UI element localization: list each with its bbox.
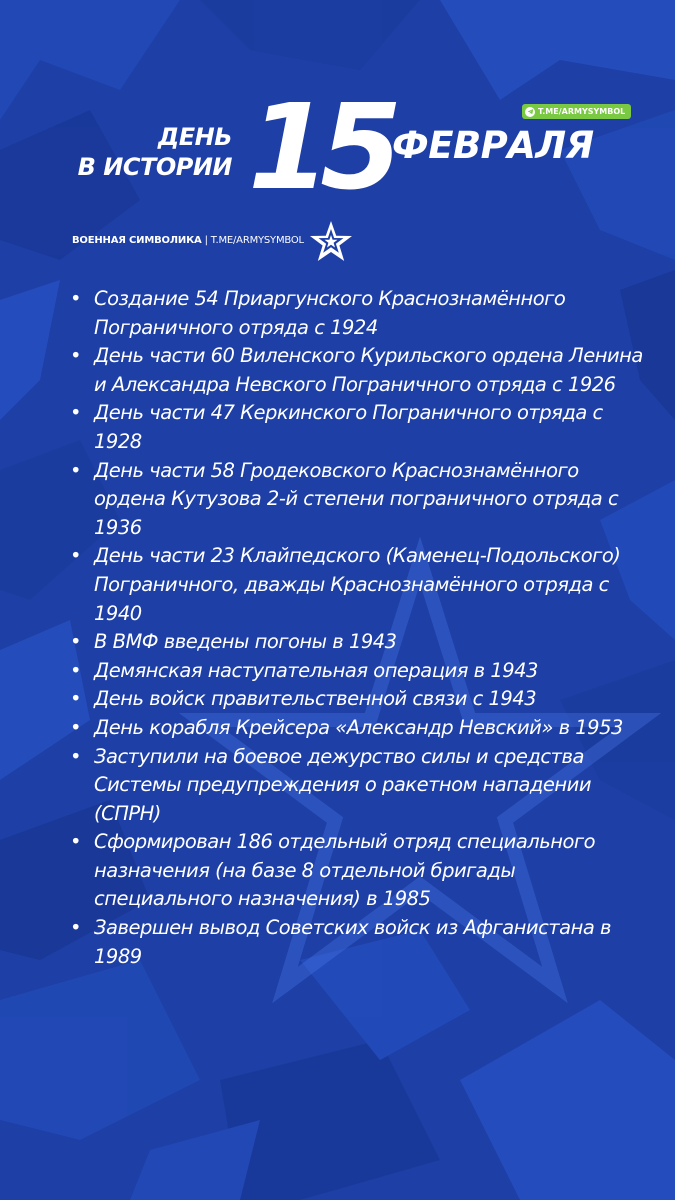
list-item: • Демянская наступательная операция в 1943 <box>70 657 655 686</box>
list-item: • Заступили на боевое дежурство силы и средства Системы предупреждения о ракетном нападении (СПРН) <box>70 743 655 829</box>
list-item: • Создание 54 Приаргунского Краснознамённого Пограничного отряда с 1924 <box>70 285 655 342</box>
list-item: • День части 58 Гродековского Краснознамённого ордена Кутузова 2-й степени пограничного отряда с 1936 <box>70 457 655 543</box>
day-in-history-label <box>60 122 232 182</box>
channel-badge[interactable] <box>522 104 631 119</box>
day-label-line1: ДЕНЬ <box>157 123 232 151</box>
list-item: • В ВМФ введены погоны в 1943 <box>70 628 655 657</box>
brand-line <box>72 235 304 246</box>
brand-name: ВОЕННАЯ СИМВОЛИКА <box>72 235 202 246</box>
list-item: • День части 47 Керкинского Пограничного отряда с 1928 <box>70 399 655 456</box>
events-list <box>70 285 655 971</box>
month-label: ФЕВРАЛЯ <box>392 124 594 167</box>
channel-badge-label: T.ME/ARMYSYMBOL <box>538 107 626 116</box>
army-star-emblem-icon <box>308 219 354 265</box>
brand-link[interactable]: T.ME/ARMYSYMBOL <box>210 235 304 246</box>
list-item: • День корабля Крейсера «Александр Невский» в 1953 <box>70 714 655 743</box>
brand-separator: | <box>204 235 208 246</box>
list-item: • День части 60 Виленского Курильского ордена Ленина и Александра Невского Пограничного отряда с 1926 <box>70 342 655 399</box>
list-item: • Завершен вывод Советских войск из Афганистана в 1989 <box>70 914 655 971</box>
telegram-icon <box>525 107 535 117</box>
list-item: • День войск правительственной связи с 1943 <box>70 685 655 714</box>
list-item: • День части 23 Клайпедского (Каменец-Подольского) Пограничного, дважды Краснознамённого отряда с 1940 <box>70 542 655 628</box>
list-item: • Сформирован 186 отдельный отряд специального назначения (на базе 8 отдельной бригады специального назначения) в 1985 <box>70 828 655 914</box>
day-number: 15 <box>248 78 393 216</box>
day-label-line2: В ИСТОРИИ <box>77 153 232 181</box>
